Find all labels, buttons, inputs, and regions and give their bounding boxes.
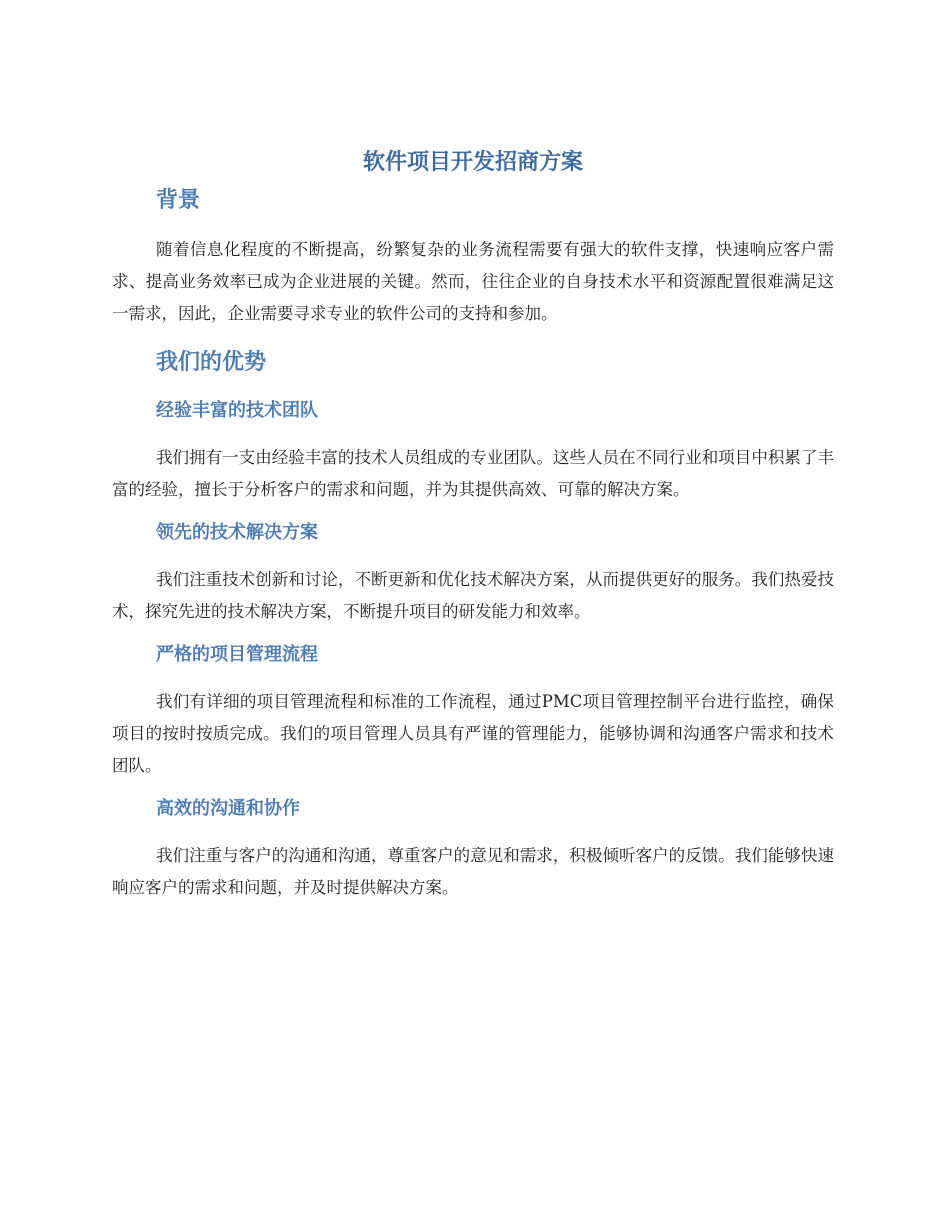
paragraph-technical-solutions: 我们注重技术创新和讨论，不断更新和优化技术解决方案，从而提供更好的服务。我们热爱技术，探究先进的技术解决方案，不断提升项目的研发能力和效率。 bbox=[112, 570, 834, 621]
section-heading-advantages: 我们的优势 bbox=[156, 350, 267, 375]
subheading-project-management: 严格的项目管理流程 bbox=[156, 644, 318, 665]
subheading-technical-solutions: 领先的技术解决方案 bbox=[156, 522, 318, 543]
paragraph-project-management: 我们有详细的项目管理流程和标准的工作流程，通过PMC项目管理控制平台进行监控，确保项目的按时按质完成。我们的项目管理人员具有严谨的管理能力，能够协调和沟通客户需求和技术团队。 bbox=[112, 692, 834, 775]
paragraph-technical-team: 我们拥有一支由经验丰富的技术人员组成的专业团队。这些人员在不同行业和项目中积累了丰富的经验，擅长于分析客户的需求和问题，并为其提供高效、可靠的解决方案。 bbox=[112, 448, 834, 499]
document-title: 软件项目开发招商方案 bbox=[362, 150, 583, 175]
section-heading-background: 背景 bbox=[156, 188, 201, 213]
subheading-communication: 高效的沟通和协作 bbox=[156, 798, 300, 819]
paragraph-communication: 我们注重与客户的沟通和沟通，尊重客户的意见和需求，积极倾听客户的反馈。我们能够快速响应客户的需求和问题，并及时提供解决方案。 bbox=[112, 846, 834, 897]
subheading-technical-team: 经验丰富的技术团队 bbox=[156, 400, 318, 421]
paragraph-background: 随着信息化程度的不断提高，纷繁复杂的业务流程需要有强大的软件支撑，快速响应客户需求、提高业务效率已成为企业进展的关键。然而，往往企业的自身技术水平和资源配置很难满足这一需求，因此，企业需要寻求专业的软件公司的支持和参加。 bbox=[112, 240, 834, 323]
document-page bbox=[112, 140, 834, 904]
